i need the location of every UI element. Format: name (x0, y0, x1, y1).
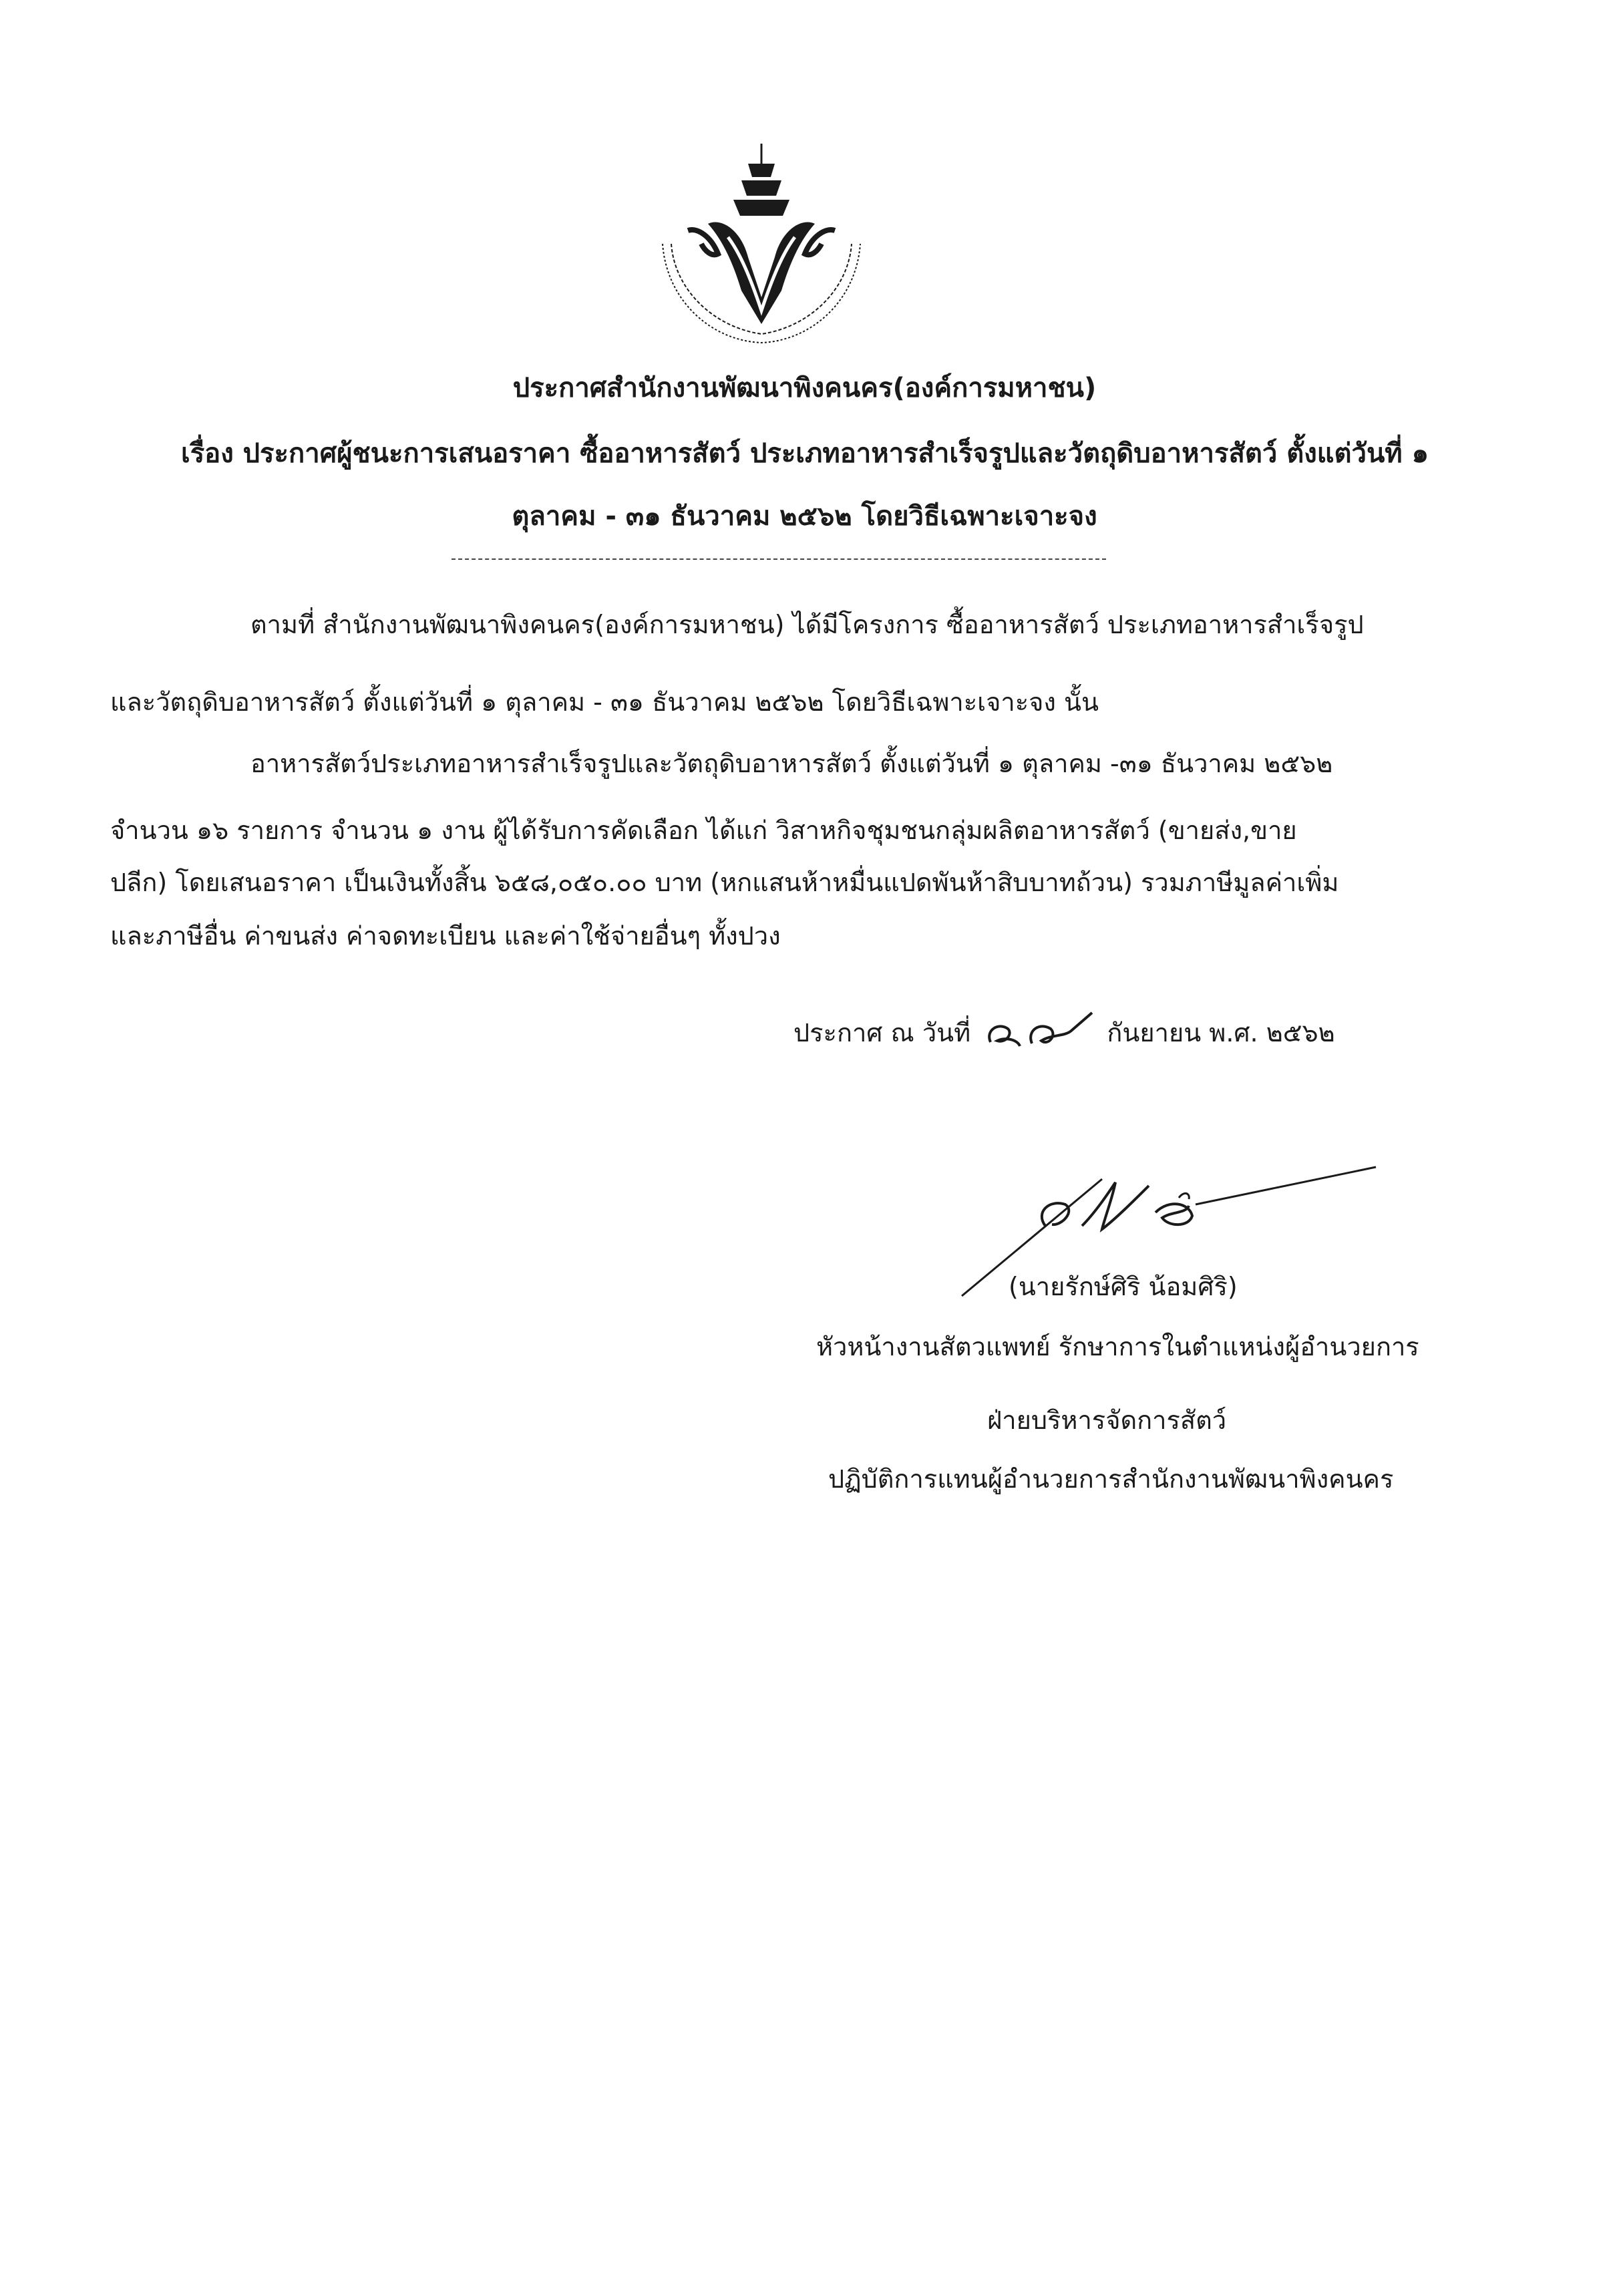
signer-position-line-2: ฝ่ายบริหารจัดการสัตว์ (987, 1406, 1227, 1435)
paragraph-2-line-1: อาหารสัตว์ประเภทอาหารสำเร็จรูปและวัตถุดิบอาหารสัตว์ ตั้งแต่วันที่ ๑ ตุลาคม -๓๑ ธันวาคม ๒๕๖๒ (250, 749, 1333, 778)
announcement-heading: ประกาศสำนักงานพัฒนาพิงคนคร(องค์การมหาชน) (512, 373, 1097, 403)
paragraph-1-line-2: และวัตถุดิบอาหารสัตว์ ตั้งแต่วันที่ ๑ ตุลาคม - ๓๑ ธันวาคม ๒๕๖๒ โดยวิธีเฉพาะเจาะจง นั้น (110, 687, 1099, 717)
paragraph-1-line-1: ตามที่ สำนักงานพัฒนาพิงคนคร(องค์การมหาชน) ได้มีโครงการ ซื้ออาหารสัตว์ ประเภทอาหารสำเร็จรูป (250, 610, 1364, 639)
subject-line-2: ตุลาคม - ๓๑ ธันวาคม ๒๕๖๒ โดยวิธีเฉพาะเจาะจง (512, 501, 1097, 532)
signer-position-line-3: ปฏิบัติการแทนผู้อำนวยการสำนักงานพัฒนาพิงคนคร (828, 1464, 1394, 1494)
paragraph-2-line-2: จำนวน ๑๖ รายการ จำนวน ๑ งาน ผู้ได้รับการคัดเลือก ได้แก่ วิสาหกิจชุมชนกลุ่มผลิตอาหารสัตว์ (ขายส่ง,ขาย (110, 816, 1297, 845)
paragraph-2-line-3: ปลีก) โดยเสนอราคา เป็นเงินทั้งสิ้น ๖๕๘,๐๕๐.๐๐ บาท (หกแสนห้าหมื่นแปดพันห้าสิบบาทถ้วน) รวมภาษีมูลค่าเพิ่ม (110, 868, 1339, 897)
signer-position-line-1: หัวหน้างานสัตวแพทย์ รักษาการในตำแหน่งผู้อำนวยการ (816, 1332, 1419, 1361)
signer-name: (นายรักษ์ศิริ น้อมศิริ) (1009, 1272, 1238, 1301)
date-suffix: กันยายน พ.ศ. ๒๕๖๒ (1107, 1018, 1335, 1047)
announcement-date (793, 1012, 1335, 1053)
paragraph-2-line-4: และภาษีอื่น ค่าขนส่ง ค่าจดทะเบียน และค่าใช้จ่ายอื่นๆ ทั้งปวง (110, 921, 781, 951)
heading-divider (452, 558, 1106, 560)
agency-logo (648, 144, 875, 344)
handwritten-day (978, 1026, 1099, 1053)
subject-line-1: เรื่อง ประกาศผู้ชนะการเสนอราคา ซื้ออาหารสัตว์ ประเภทอาหารสำเร็จรูปและวัตถุดิบอาหารสัตว์ ตั้งแต่วันที่ ๑ (181, 438, 1429, 469)
date-prefix: ประกาศ ณ วันที่ (793, 1018, 971, 1047)
